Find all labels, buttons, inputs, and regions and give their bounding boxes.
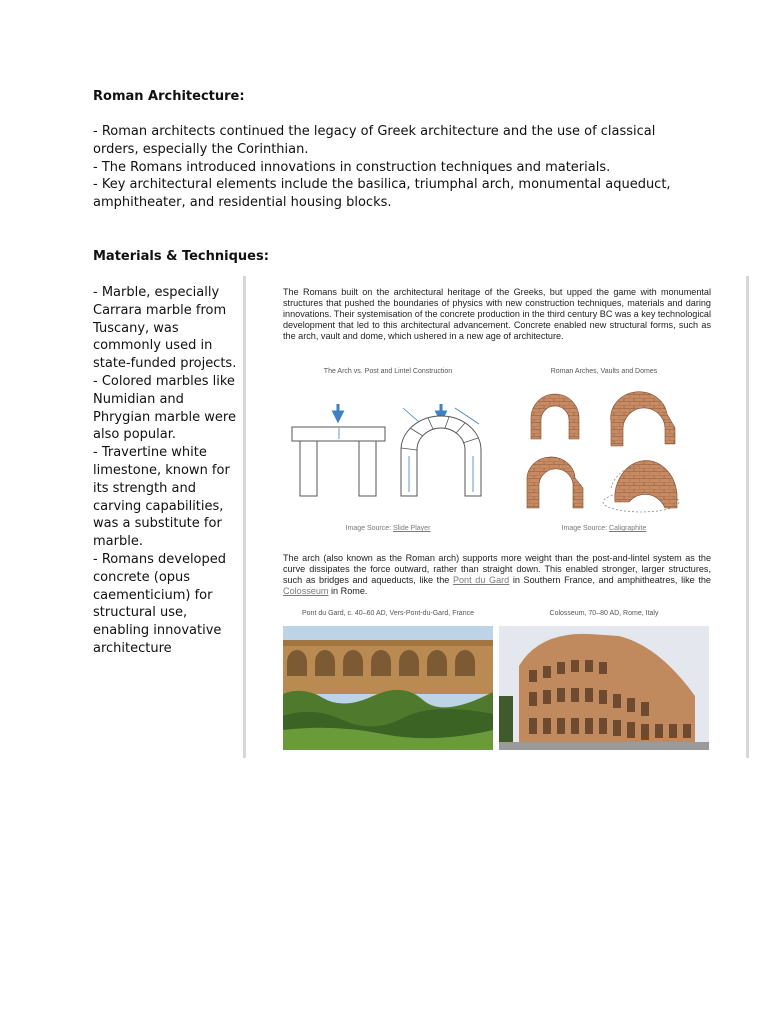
colosseum-photo: [499, 626, 709, 750]
barrel-arch: [531, 394, 579, 439]
embedded-article-figure: [243, 276, 750, 758]
vaults-domes-illustration: [519, 384, 689, 518]
pont-du-gard-photo: [283, 626, 493, 750]
source-link-slide-player[interactable]: Slide Player: [393, 525, 431, 532]
link-pont-du-gard[interactable]: Pont du Gard: [452, 575, 510, 586]
source-link-caligraphite[interactable]: Caligraphite: [609, 525, 647, 532]
source-prefix: Image Source:: [345, 525, 394, 532]
bullet-line: - Marble, especially Carrara marble from Tuscany, was commonly used in state-funded projects.: [93, 285, 237, 372]
bullet-line: - Travertine white limestone, known for its strength and carving capabilities, was a substitute for marble.: [93, 445, 230, 550]
arch-drawing: [401, 404, 481, 496]
roman-architecture-text: [93, 123, 673, 212]
paragraph-text: in Southern France, and amphitheatres, like the: [509, 575, 711, 586]
figure-border-right: [746, 276, 749, 758]
paragraph-text: in Rome.: [328, 586, 368, 597]
caption-arch-vs-lintel: The Arch vs. Post and Lintel Construction: [323, 368, 453, 375]
figure-paragraph-arch: [283, 553, 711, 597]
link-colosseum[interactable]: Colosseum: [283, 586, 329, 597]
bullet-line: - Romans developed concrete (opus caementicium) for structural use, enabling innovative architecture: [93, 551, 227, 656]
figure-border-left: [243, 276, 246, 758]
groin-vault: [527, 457, 583, 508]
section-heading-roman-architecture: Roman Architecture:: [93, 89, 245, 104]
arch-vs-lintel-diagram: [283, 398, 493, 506]
materials-text: [93, 284, 243, 658]
bullet-line: - Roman architects continued the legacy of Greek architecture and the use of classical orders, especially the Corinthian.: [93, 124, 656, 157]
bullet-line: - Key architectural elements include the basilica, triumphal arch, monumental aqueduct, amphitheater, and residential housing blocks.: [93, 177, 671, 211]
source-prefix: Image Source:: [561, 525, 610, 532]
image-source-2: [519, 525, 689, 532]
figure-paragraph-intro: The Romans built on the architectural heritage of the Greeks, but upped the game with monumental structures that pushed the boundaries of physics with new construction techniques, materials and daring innovations. Their systemisation of the concrete production in the third century BC was a key technological development that led to this architectural advancement. Concrete enabled new structural forms, such as the arch, vault and dome, which ushered in a new age of architecture.: [283, 287, 711, 342]
caption-colosseum: Colosseum, 70–80 AD, Rome, Italy: [549, 610, 659, 617]
image-source-1: [283, 525, 493, 532]
post-and-lintel-drawing: [292, 404, 385, 496]
section-heading-materials: Materials & Techniques:: [93, 249, 269, 264]
caption-pont-du-gard: Pont du Gard, c. 40–60 AD, Vers-Pont-du-Gard, France: [302, 610, 474, 617]
paragraph-text: The arch (also known as the Roman arch) supports more weight than the post-and-lintel system as the curve dissipates the force outward, rather than straight down. This enabled stronger, larger structures, such as bridges and aqueducts, like the: [283, 553, 711, 586]
caption-roman-vaults: Roman Arches, Vaults and Domes: [550, 368, 658, 375]
bullet-line: - The Romans introduced innovations in construction techniques and materials.: [93, 159, 611, 175]
dome: [603, 461, 679, 512]
barrel-vault: [611, 392, 675, 446]
bullet-line: - Colored marbles like Numidian and Phrygian marble were also popular.: [93, 373, 236, 443]
